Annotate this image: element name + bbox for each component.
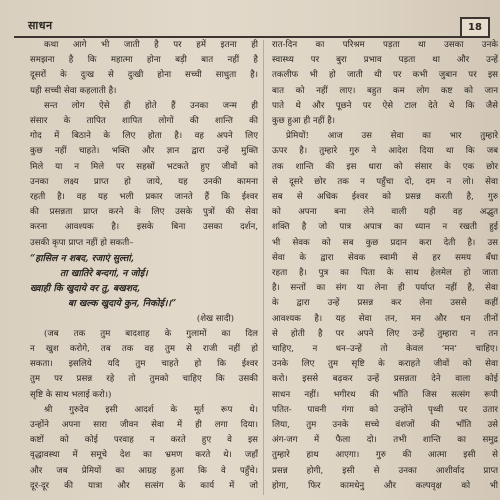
text-line: होगा, फिर कामधेनु और कल्पवृक्ष को भी <box>272 480 498 491</box>
page-header <box>14 20 490 38</box>
page-number: 18 <box>460 17 490 36</box>
text-line: सृष्टि के साथ भलाई करो।) <box>30 389 112 400</box>
text-line: भी सेवक को सब कुछ प्रदान करा देती है। उस <box>272 237 498 248</box>
couplet-line: बा खल्क खुदाये कुन, निकोई।।” <box>68 298 177 310</box>
text-line: सेवा के द्वारा सेवक स्वामी से हर समय बँधा <box>272 252 498 263</box>
couplet-line: “हासिल न शबद, रजाएं सुल्तां, <box>30 252 134 264</box>
text-line: करना आवश्यक है। इसके बिना उसका दर्शन, <box>30 222 258 233</box>
text-line: से दूसरे छोर तक न पहुँचा दो, दम न लो। सेवा <box>272 176 498 187</box>
text-line: उनका लक्ष्य प्राप्त हो जाये, यह उनकी कामना <box>30 176 258 187</box>
text-line: उनके लिए तुम सृष्टि के कराहते जीवों को सेवा <box>272 359 498 370</box>
text-line: शक्ति है जो पात्र अपात्र का ध्यान न रखती हुई <box>272 222 498 233</box>
text-line: तकलीफ भी हो जाती थी पर कभी जुबान पर इस <box>272 70 498 81</box>
text-line: ऊपर है। तुम्हारे गुरु ने आदेश दिया था कि जब <box>272 146 498 157</box>
text-line: पतित- पावनी गंगा को उन्होंने पृथ्वी पर उतार <box>272 404 498 415</box>
text-line: की प्रसन्नता प्राप्त करने के लिए उसके पुत्रों की सेवा <box>30 207 258 218</box>
text-line: कुछ नहीं चाहते। भक्ति और ज्ञान द्वारा उन्हें मुक्ति <box>30 146 258 157</box>
text-line: सन्त लोग ऐसे ही होते हैं उनका जन्म ही <box>44 100 258 111</box>
text-line: समझना है कि महात्मा होना बड़ी बात नहीं है <box>30 55 258 66</box>
text-line: और जब प्रेमियों का आग्रह हुआ कि वे पहुँचे। <box>30 465 258 476</box>
text-line: कथा आगे भी जाती है पर हमें इतना ही <box>44 40 258 50</box>
attribution-line: (शेख सादी) <box>196 313 234 324</box>
text-line: अंग-जग में फैला दो। तभी शान्ति का समुद्र <box>272 435 498 446</box>
text-line: चाहिए, न धन–उन्हें तो केवल ‘मन’ चाहिए। <box>272 344 498 355</box>
text-line: रहती है। वह यह भली प्रकार जानते हैं कि ईश्वर <box>30 192 258 203</box>
text-line: गोद में बिठाने के लिए होता है। वह अपने लिए <box>30 131 258 142</box>
column-divider <box>263 40 264 495</box>
text-line: आवश्यक है। यह सेवा तन, मन और धन तीनों <box>272 313 498 324</box>
text-line: वृद्धावस्था में समूचे देश का भ्रमण करते थे। जहाँ <box>30 450 258 461</box>
text-line: बात को नहीं लाए। बहुत कम लोग कष्ट को जान <box>272 85 498 96</box>
text-line: प्रसन्न होगी, इसी से उनका आशीर्वाद प्राप्त <box>272 465 498 476</box>
text-line: है। सन्तों का संग या लेना ही पर्याप्त नहीं है, सेवा <box>272 283 498 294</box>
text-line: रहता है। पुत्र का पिता के साथ हेलमेल हो जाता <box>272 268 498 279</box>
text-line: यही सच्ची सेवा कहलाती है। <box>30 85 117 96</box>
text-line: सकता। इसलिये यदि तुम चाहते हो कि ईश्वर <box>30 359 258 370</box>
text-line: दूर-दूर की यात्रा और सत्संग के कार्य में जो <box>30 480 258 491</box>
text-line: उन्होंने अपना सारा जीवन सेवा में ही लगा दिया। <box>30 420 258 431</box>
text-line: कुछ हुआ ही नहीं है। <box>272 116 336 127</box>
text-line: से होती है पर अपने लिए उन्हें तुम्हारा न तन <box>272 328 498 339</box>
text-line: संसार के तापित शापित लोगों की शान्ति की <box>30 116 258 127</box>
left-column <box>30 38 258 494</box>
couplet-line: ता खातिरे बन्दगां, न जोई। <box>60 268 148 280</box>
chapter-title: साधन <box>28 19 53 32</box>
text-line: पाते थे और पूछने पर ऐसे टाल देते थे कि जैसे <box>272 100 498 111</box>
text-line: उसकी कृपा प्राप्त नहीं हो सकती– <box>30 237 134 248</box>
text-line: के द्वारा उन्हें प्रसन्न कर लेना उससे कहीं <box>272 298 498 309</box>
text-line: साधन नहीं। भगीरथ की भाँति जिस सत्संग रूपी <box>272 389 498 400</box>
text-line: करो। इससे बढ़कर उन्हें प्रसन्नता देने वाला कोई <box>272 374 498 385</box>
couplet-line: ख्वाही कि खुदाये वर तु, बखशद, <box>30 283 141 295</box>
text-line: मिले या न मिले पर सहस्रों भटकते हुए जीवों को <box>30 161 258 172</box>
text-line: कष्टों को कोई परवाह न करते हुए वे इस <box>30 435 258 446</box>
text-line: सब से अधिक ईश्वर को प्रसन्न करती है, गुरु <box>272 192 498 203</box>
text-line: न खुश करोगे, तब तक वह तुम से राजी नहीं हो <box>30 344 258 355</box>
text-line: लिया, तुम उनके सच्चे वंशजों की भाँति उसे <box>272 420 498 431</box>
text-line: श्री गुरुदेव इसी आदर्श के मूर्त रूप थे। <box>44 404 258 415</box>
text-line: तुम्हारे हाथ आएगा। गुरु की आत्मा इसी से <box>272 450 498 461</box>
text-line: स्वास्थ्य पर बुरा प्रभाव पड़ता था और उन्हें <box>272 55 498 66</box>
text-line: (जब तक तुम बादशाह के गुलामों का दिल <box>44 328 258 339</box>
right-column <box>272 38 498 494</box>
text-line: रात-दिन का परिश्रम पड़ता था उसका उनके <box>272 40 498 50</box>
text-line: को अपना बना लेने वाली यही वह अद्भुत <box>272 207 498 218</box>
text-line: तक शान्ति की इस धारा को संसार के एक छोर <box>272 161 498 172</box>
text-line: प्रेमियों! आज उस सेवा का भार तुम्हारे <box>286 131 498 142</box>
text-line: तुम पर प्रसन्न रहे तो तुमको चाहिए कि उसकी <box>30 374 258 385</box>
text-line: दूसरों के दुःख से दुःखी होना सच्ची साधुता है। <box>30 70 258 81</box>
